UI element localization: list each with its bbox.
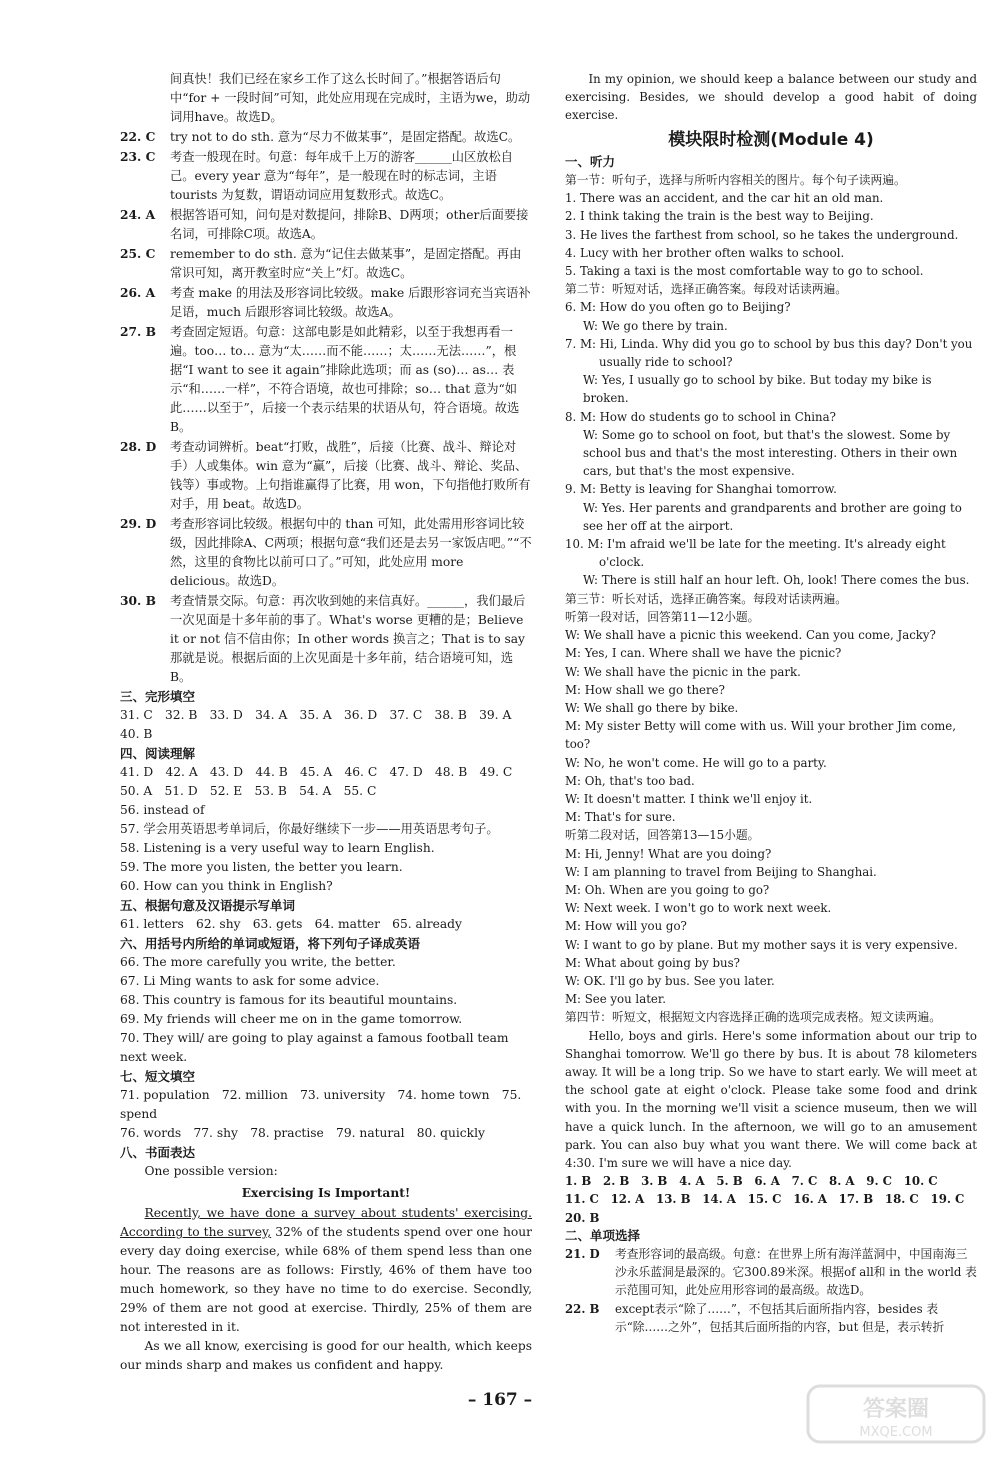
answer-explanation: try not to do sth. 意为“尽力不做某事”，是固定搭配。故选C。 <box>170 130 521 144</box>
conversation-line: M: Oh, that's too bad. <box>565 773 695 788</box>
essay-underlined-text: Recently, we have done a survey about students' exercising. According to the survey, <box>120 1206 532 1239</box>
answer-item <box>120 147 532 205</box>
answer-number: 22. C <box>120 129 156 144</box>
translation-answer: 70. They will/ are going to play against a famous football team next week. <box>120 1031 509 1064</box>
answer-item <box>120 437 532 514</box>
answer-explanation: except表示“除了……”，不包括其后面所指内容，besides 表示“除……之外”，包括其后面所指的内容，but 但是，表示转折 <box>615 1301 945 1334</box>
dialog-line-woman: W: We go there by train. <box>583 318 728 333</box>
listening-answers-line-1: 1. B 2. B 3. B 4. A 5. B 6. A 7. C 8. A 9. C 10. C <box>565 1174 938 1189</box>
answer-number: 29. D <box>120 516 157 531</box>
answer-number: 23. C <box>120 149 156 164</box>
dialog-line-man: 10. M: I'm afraid we'll be late for the meeting. It's already eight o'clock. <box>565 537 946 570</box>
right-column <box>565 70 977 1336</box>
conversation-line: M: How will you go? <box>565 919 687 934</box>
listening-part-3-instruction: 第三节：听长对话，选择正确答案。每段对话读两遍。 <box>565 591 847 606</box>
module-title: 模块限时检测(Module 4) <box>668 129 874 150</box>
section-passage-fill-title: 七、短文填空 <box>120 1069 196 1084</box>
answer-number: 28. D <box>120 439 157 454</box>
answer-number: 25. C <box>120 246 156 261</box>
conversation-line: W: OK. I'll go by bus. See you later. <box>565 973 775 988</box>
reading-answer-60: 60. How can you think in English? <box>120 879 333 893</box>
section-single-choice-title: 二、单项选择 <box>565 1227 641 1243</box>
reading-answers-line-1: 41. D 42. A 43. D 44. B 45. A 46. C 47. D 48. B 49. C <box>120 765 513 779</box>
listening-answers-line-2: 11. C 12. A 13. B 14. A 15. C 16. A 17. B 18. C 19. C <box>565 1192 965 1207</box>
left-answer-items <box>120 127 532 687</box>
answer-item <box>120 591 532 687</box>
answer-explanation: 考查固定短语。句意：这部电影是如此精彩，以至于我想再看一遍。too… to… 意为“太……而不能……；太……无法……”，根据“I want to see it again”排除此选项；而 as (so)… as… 表示“和……一样”，不符合语境，故也可排除；so… that 意为“如此……以至于”，后接一个表示结果的状语从句，符合语境。故选B。 <box>170 325 520 434</box>
translation-answer: 69. My friends will cheer me on in the game tomorrow. <box>120 1012 463 1026</box>
possible-version-label: One possible version: <box>144 1164 278 1178</box>
answer-number: 26. A <box>120 285 156 300</box>
translation-answer: 68. This country is famous for its beautiful mountains. <box>120 993 458 1007</box>
section-word-spelling-title: 五、根据句意及汉语提示写单词 <box>120 898 296 913</box>
conversation-1-title: 听第一段对话，回答第11—12小题。 <box>565 609 760 624</box>
conversation-line: M: My sister Betty will come with us. Will your brother Jim come, too? <box>565 719 956 752</box>
translation-answer: 67. Li Ming wants to ask for some advice. <box>120 974 380 988</box>
listening-sentence: 2. I think taking the train is the best way to Beijing. <box>565 209 874 224</box>
essay-paragraph-3: In my opinion, we should keep a balance between our study and exercising. Besides, we should develop a good habit of doing exercise. <box>565 72 977 123</box>
conversation-line: M: See you later. <box>565 992 666 1007</box>
reading-answer-58: 58. Listening is a very useful way to learn English. <box>120 841 435 855</box>
dialog-line-man: 6. M: How do you often go to Beijing? <box>565 300 791 315</box>
answer-number: 22. B <box>565 1301 600 1316</box>
essay-paragraph-1-text: 32% of the students spend over one hour every day doing exercise, while 68% of them spend less than one hour. The reasons are as follows: Firstly, 46% of them have too much homework, so they have no time to do exercise. Secondly, 29% of them are not good at exercise. Thirdly, 25% of them are not interested in it. <box>120 1225 532 1334</box>
section-translation-title: 六、用括号内所给的单词或短语，将下列句子译成英语 <box>120 936 421 951</box>
reading-answer-59: 59. The more you listen, the better you learn. <box>120 860 403 874</box>
cloze-answers-line-2: 40. B <box>120 727 153 741</box>
answer-explanation: 考查一般现在时。句意：每年成千上万的游客______山区放松自己。every year 意为“每年”，是一般现在时的标志词，主语 tourists 为复数，谓语动词应用复数形式。故选C。 <box>170 150 513 202</box>
listening-sentence: 4. Lucy with her brother often walks to school. <box>565 245 845 260</box>
answer-explanation: 考查形容词的最高级。句意：在世界上所有海洋蓝洞中，中国南海三沙永乐蓝洞是最深的。它300.89米深。根据of all和 in the world 表示范围可知，此处应用形容词的最高级。故选D。 <box>615 1247 977 1298</box>
intro-paragraph: 间真快！我们已经在家乡工作了这么长时间了。”根据答语后句中“for + 一段时间”可知，此处应用现在完成时，主语为we，助动词用have。故选D。 <box>170 72 531 124</box>
answer-item <box>120 205 532 244</box>
page-number: – 167 – <box>467 1390 533 1410</box>
answer-explanation: 考查 make 的用法及形容词比较级。make 后跟形容词充当宾语补足语，much 后跟形容词比较级。故选A。 <box>170 286 531 319</box>
listening-part-1-instruction: 第一节：听句子，选择与所听内容相关的图片。每个句子读两遍。 <box>565 173 906 188</box>
conversation-line: M: Hi, Jenny! What are you doing? <box>565 846 772 861</box>
answer-item <box>120 283 532 322</box>
dialog-line-woman: W: Yes, I usually go to school by bike. But today my bike is broken. <box>583 373 932 406</box>
conversation-line: W: We shall go there by bike. <box>565 700 739 715</box>
dialog-line-woman: W: There is still half an hour left. Oh, look! There comes the bus. <box>583 573 970 588</box>
answer-number: 27. B <box>120 324 156 339</box>
answer-item <box>120 322 532 437</box>
conversation-line: M: Oh. When are you going to go? <box>565 882 770 897</box>
passage-fill-answers-line-1: 71. population 72. million 73. university 74. home town 75. spend <box>120 1088 522 1121</box>
conversation-line: W: I want to go by plane. But my mother says it is very expensive. <box>565 937 958 952</box>
essay-paragraph-1 <box>120 1204 532 1337</box>
dialog-line-woman: W: Some go to school on foot, but that's the slowest. Some by school bus and that's the most interesting. Others in their own cars, but that's the most expensive. <box>583 427 958 479</box>
listening-answers-line-3: 20. B <box>565 1210 600 1225</box>
reading-answer-56: 56. instead of <box>120 803 205 817</box>
listening-sentence: 1. There was an accident, and the car hit an old man. <box>565 191 884 206</box>
translation-answer: 66. The more carefully you write, the better. <box>120 955 396 969</box>
conversation-line: M: How shall we go there? <box>565 682 725 697</box>
answer-item <box>120 244 532 283</box>
watermark-logo <box>806 1380 986 1448</box>
answer-explanation: 考查情景交际。句意：再次收到她的来信真好。______，我们最后一次见面是十多年前的事了。What's worse 更糟的是；Believe it or not 信不信由你；In other words 换言之；That is to say 那就是说。根据后面的上次见面是十多年前，结合语境可知，选B。 <box>170 594 526 684</box>
reading-answer-57: 57. 学会用英语思考单词后，你最好继续下一步——用英语思考句子。 <box>120 822 499 836</box>
dialog-line-man: 8. M: How do students go to school in China? <box>565 409 836 424</box>
conversation-1 <box>565 626 977 826</box>
right-answer-items <box>565 1245 977 1336</box>
svg-text:答案圈: 答案圈 <box>862 1397 930 1422</box>
answer-item <box>565 1245 977 1300</box>
listening-sentence: 5. Taking a taxi is the most comfortable way to go to school. <box>565 264 924 279</box>
section-cloze-title: 三、完形填空 <box>120 689 196 704</box>
conversation-line: W: It doesn't matter. I think we'll enjoy it. <box>565 791 813 806</box>
conversation-line: W: We shall have the picnic in the park. <box>565 664 801 679</box>
conversation-line: M: What about going by bus? <box>565 955 740 970</box>
listening-sentence: 3. He lives the farthest from school, so he takes the underground. <box>565 227 959 242</box>
conversation-2 <box>565 845 977 1009</box>
svg-text:MXQE.COM: MXQE.COM <box>859 1425 933 1440</box>
cloze-answers-line-1: 31. C 32. B 33. D 34. A 35. A 36. D 37. C 38. B 39. A <box>120 708 512 722</box>
passage-fill-answers-line-2: 76. words 77. shy 78. practise 79. natural 80. quickly <box>120 1126 485 1140</box>
conversation-line: M: That's for sure. <box>565 810 676 825</box>
answer-explanation: remember to do sth. 意为“记住去做某事”，是固定搭配。再由常识可知，离开教室时应“关上”灯。故选C。 <box>170 247 522 280</box>
reading-answers-line-2: 50. A 51. D 52. E 53. B 54. A 55. C <box>120 784 377 798</box>
answer-item <box>565 1300 977 1336</box>
listening-part-2-instruction: 第二节：听短对话，选择正确答案。每段对话读两遍。 <box>565 282 847 297</box>
dialog-line-man: 9. M: Betty is leaving for Shanghai tomorrow. <box>565 482 837 497</box>
answer-explanation: 根据答语可知，问句是对数提问，排除B、D两项；other后面要接名词，可排除C项。故选A。 <box>170 208 529 241</box>
listening-passage: Hello, boys and girls. Here's some information about our trip to Shanghai tomorrow. We'll go there by bus. It is about 78 kilometers away. It will be a long trip. So we have to start early. We will meet at the school gate at eight o'clock. Please take some food and drink with you. In the morning we'll visit a science museum, then we will have a quick lunch. In the afternoon, we will go to an amusement park. You can also buy what you want there. We will come back at 4:30. I'm sure we will have a nice day. <box>565 1028 977 1170</box>
conversation-line: W: Next week. I won't go to work next week. <box>565 901 832 916</box>
answer-explanation: 考查形容词比较级。根据句中的 than 可知，此处需用形容词比较级，因此排除A、C两项；根据句意“我们还是去另一家饭店吧。”“不然，这里的食物比以前可口了。”可知，此处应用 more delicious。故选D。 <box>170 517 532 588</box>
conversation-line: W: I am planning to travel from Beijing to Shanghai. <box>565 864 877 879</box>
answer-item <box>120 127 532 147</box>
answer-number: 21. D <box>565 1247 600 1261</box>
left-column <box>120 70 532 1375</box>
answer-number: 24. A <box>120 207 156 222</box>
section-listening-title: 一、听力 <box>565 153 616 169</box>
word-spelling-answers: 61. letters 62. shy 63. gets 64. matter 65. already <box>120 917 462 931</box>
dialog-line-woman: W: Yes. Her parents and grandparents and brother are going to see her off at the airport. <box>583 500 962 533</box>
answer-item <box>120 514 532 591</box>
conversation-2-title: 听第二段对话，回答第13—15小题。 <box>565 828 760 843</box>
section-reading-title: 四、阅读理解 <box>120 746 196 761</box>
conversation-line: W: No, he won't come. He will go to a party. <box>565 755 827 770</box>
listening-part-4-instruction: 第四节：听短文，根据短文内容选择正确的选项完成表格。短文读两遍。 <box>565 1010 941 1025</box>
dialog-line-man: 7. M: Hi, Linda. Why did you go to school by bus this day? Don't you usually ride to school? <box>565 336 973 370</box>
answer-number: 30. B <box>120 593 156 608</box>
conversation-line: M: Yes, I can. Where shall we have the picnic? <box>565 646 842 661</box>
essay-paragraph-2: As we all know, exercising is good for our health, which keeps our minds sharp and makes us confident and happy. <box>120 1339 532 1372</box>
short-dialogs <box>565 298 977 589</box>
essay-title: Exercising Is Important! <box>241 1185 411 1200</box>
section-writing-title: 八、书面表达 <box>120 1145 196 1160</box>
answer-explanation: 考查动词辨析。beat“打败，战胜”，后接（比赛、战斗、辩论对手）人或集体。win 意为“赢”，后接（比赛、战斗、辩论、奖品、钱等）事或物。上句指谁赢得了比赛，用 won，下句指他打败所有对手，用 beat。故选D。 <box>170 440 531 511</box>
conversation-line: W: We shall have a picnic this weekend. Can you come, Jacky? <box>565 628 936 643</box>
